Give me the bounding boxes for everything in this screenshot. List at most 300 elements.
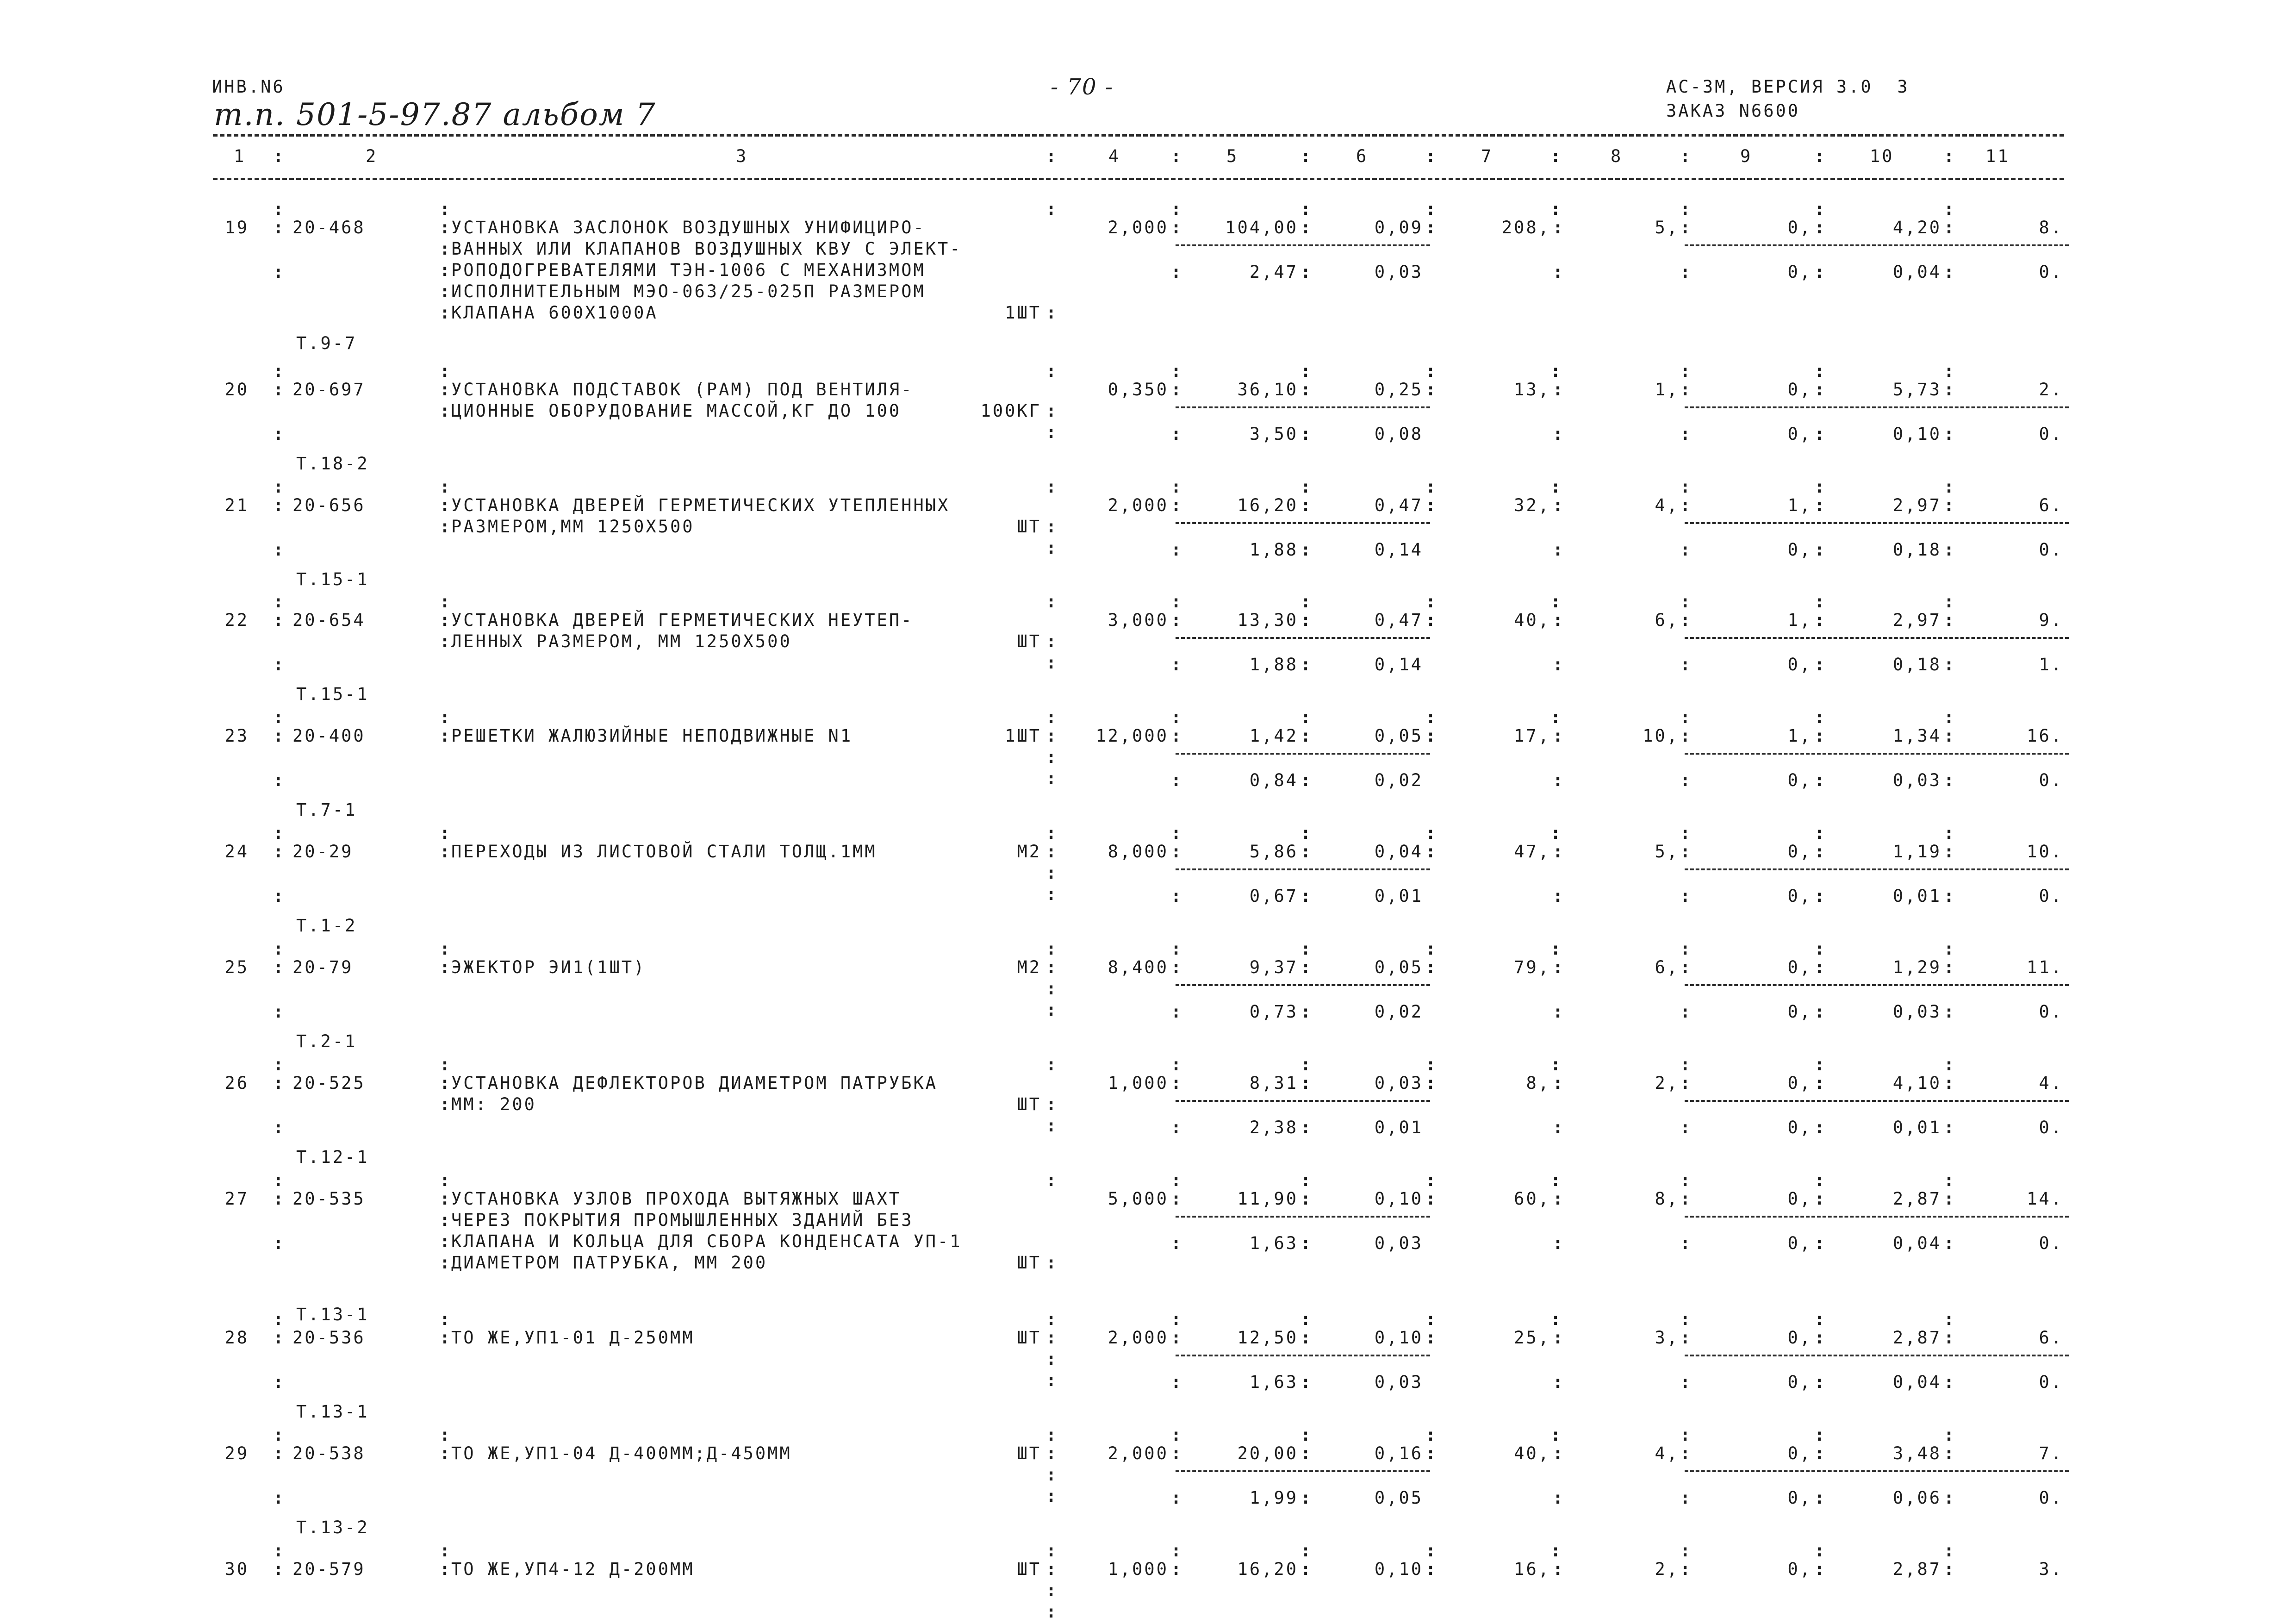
column-separator: : — [1944, 1002, 1954, 1022]
col-11-sub: 0. — [2039, 1233, 2063, 1253]
work-description: УСТАНОВКА ДВЕРЕЙ ГЕРМЕТИЧЕСКИХ НЕУТЕП- — [451, 610, 914, 630]
column-separator: : — [1814, 1328, 1825, 1348]
column-separator: : — [1300, 823, 1311, 843]
col-7: 8, — [1526, 1073, 1550, 1093]
column-separator: : — [1550, 477, 1561, 497]
column-separator: : — [1171, 592, 1182, 612]
work-description: РЕШЕТКИ ЖАЛЮЗИЙНЫЕ НЕПОДВИЖНЫЕ N1 — [451, 726, 853, 746]
column-separator: : — [273, 495, 284, 515]
column-separator: : — [1814, 1372, 1825, 1392]
column-separator: : — [1814, 1233, 1825, 1253]
col-6-sub: 0,03 — [1374, 262, 1423, 282]
column-separator: : — [1171, 380, 1182, 400]
column-separator: : — [1680, 218, 1691, 237]
column-separator: : — [1814, 1189, 1825, 1209]
col-6-sub: 0,14 — [1374, 540, 1423, 560]
column-separator: : — [1046, 1443, 1057, 1463]
column-separator: : — [440, 239, 450, 259]
col-6-sub: 0,14 — [1374, 655, 1423, 675]
column-separator: : — [1425, 1559, 1436, 1579]
column-separator: : — [440, 1231, 450, 1251]
column-separator: : — [1814, 1425, 1825, 1445]
header-rule-top — [213, 134, 2064, 137]
quantity: 1,000 — [1108, 1073, 1169, 1093]
column-separator: : — [1171, 655, 1182, 675]
column-separator: : — [1814, 1443, 1825, 1463]
column-separator: : — [1680, 199, 1691, 219]
row-number: 21 — [224, 495, 249, 515]
sub-total-rule — [1685, 522, 2069, 524]
column-separator: : — [1550, 1541, 1561, 1561]
column-separator: : — [1553, 842, 1563, 862]
column-separator: : — [1171, 1055, 1182, 1074]
column-separator: : — [1944, 218, 1954, 237]
column-separator: : — [1550, 823, 1561, 843]
col-6-sub: 0,08 — [1374, 424, 1423, 444]
work-description: ДИАМЕТРОМ ПАТРУБКА, ММ 200 — [451, 1253, 768, 1273]
column-separator: : — [1425, 218, 1436, 237]
column-separator: : — [1944, 1443, 1954, 1463]
column-separator: : — [1046, 1094, 1057, 1114]
col-6-sub: 0,02 — [1374, 1002, 1423, 1022]
column-separator: : — [1046, 1465, 1057, 1485]
column-separator: : — [1425, 1073, 1436, 1093]
col-9-sub: 0, — [1787, 1488, 1812, 1508]
column-separator: : — [273, 199, 284, 219]
album-reference: т.п. 501-5-97.87 альбом 7 — [214, 97, 656, 132]
column-separator: : — [1814, 477, 1825, 497]
rate-code: 20-538 — [292, 1443, 366, 1463]
column-separator: : — [273, 1328, 284, 1348]
col-5: 11,90 — [1237, 1189, 1298, 1209]
column-separator: : — [273, 1541, 284, 1561]
column-separator: : — [1046, 1580, 1057, 1600]
table-reference: Т.9-7 — [296, 333, 357, 353]
column-separator: : — [1680, 592, 1691, 612]
column-separator: : — [440, 610, 450, 630]
column-separator: : — [1046, 146, 1057, 166]
column-separator: : — [1680, 823, 1691, 843]
unit: ШТ — [1017, 1559, 1041, 1579]
column-separator: : — [273, 477, 284, 497]
col-5-sub: 3,50 — [1249, 424, 1298, 444]
table-reference: Т.13-1 — [296, 1305, 369, 1324]
sub-total-rule — [1176, 1470, 1430, 1472]
column-separator: : — [440, 1170, 450, 1190]
col-11: 4. — [2039, 1073, 2063, 1093]
column-separator: : — [1944, 610, 1954, 630]
column-separator: : — [273, 1372, 284, 1392]
table-reference: Т.7-1 — [296, 800, 357, 820]
column-separator: : — [1171, 1118, 1182, 1137]
col-9: 1, — [1787, 610, 1812, 630]
col-9-sub: 0, — [1787, 1118, 1812, 1137]
column-separator: : — [1171, 1170, 1182, 1190]
unit: ШТ — [1017, 1253, 1041, 1273]
quantity: 12,000 — [1095, 726, 1169, 746]
column-separator: : — [1814, 495, 1825, 515]
column-separator: : — [1171, 842, 1182, 862]
column-separator: : — [1171, 1425, 1182, 1445]
column-separator: : — [1680, 495, 1691, 515]
column-separator: : — [440, 957, 450, 977]
col-6: 0,25 — [1374, 380, 1423, 400]
column-separator: : — [1553, 1443, 1563, 1463]
column-separator: : — [1944, 823, 1954, 843]
column-separator: : — [1171, 1559, 1182, 1579]
column-separator: : — [1046, 1170, 1057, 1190]
unit: ШТ — [1017, 1443, 1041, 1463]
column-separator: : — [1171, 707, 1182, 727]
col-8: 8, — [1655, 1189, 1679, 1209]
column-separator: : — [1550, 1309, 1561, 1329]
column-separator: : — [1680, 939, 1691, 959]
column-separator: : — [1814, 726, 1825, 746]
column-separator: : — [1300, 842, 1311, 862]
column-separator: : — [1425, 380, 1436, 400]
column-separator: : — [1944, 1559, 1954, 1579]
col-9: 1, — [1787, 495, 1812, 515]
column-separator: : — [1680, 726, 1691, 746]
column-separator: : — [1553, 424, 1563, 444]
column-separator: : — [1300, 707, 1311, 727]
column-separator: : — [1814, 823, 1825, 843]
column-separator: : — [1553, 655, 1563, 675]
column-separator: : — [440, 939, 450, 959]
col-10-sub: 0,01 — [1892, 886, 1941, 906]
col-6: 0,03 — [1374, 1073, 1423, 1093]
column-separator: : — [1046, 1116, 1057, 1136]
column-separator: : — [1300, 1541, 1311, 1561]
column-separator: : — [1171, 726, 1182, 746]
column-separator: : — [1680, 424, 1691, 444]
column-separator: : — [1046, 726, 1057, 746]
col-9: 0, — [1787, 218, 1812, 237]
col-7: 208, — [1501, 218, 1550, 237]
work-description: РАЗМЕРОМ,ММ 1250Х500 — [451, 517, 695, 537]
column-separator: : — [1171, 1488, 1182, 1508]
col-9: 0, — [1787, 1189, 1812, 1209]
column-separator: : — [1944, 199, 1954, 219]
sub-total-rule — [1176, 244, 1430, 246]
column-separator: : — [1814, 1073, 1825, 1093]
column-separator: : — [1553, 726, 1563, 746]
column-separator: : — [1300, 592, 1311, 612]
column-separator: : — [1171, 361, 1182, 381]
work-description: УСТАНОВКА УЗЛОВ ПРОХОДА ВЫТЯЖНЫХ ШАХТ — [451, 1189, 902, 1209]
col-6: 0,05 — [1374, 957, 1423, 977]
sub-total-rule — [1685, 406, 2069, 408]
column-separator: : — [1300, 726, 1311, 746]
row-number: 19 — [224, 218, 249, 237]
col-9: 0, — [1787, 380, 1812, 400]
col-7: 17, — [1514, 726, 1550, 746]
column-number-4: 4 — [1108, 146, 1121, 166]
work-description: ПЕРЕХОДЫ ИЗ ЛИСТОВОЙ СТАЛИ ТОЛЩ.1ММ — [451, 842, 877, 862]
column-number-11: 11 — [1985, 146, 2010, 166]
col-11-sub: 0. — [2039, 540, 2063, 560]
work-description: ТО ЖЕ,УП1-04 Д-400ММ;Д-450ММ — [451, 1443, 792, 1463]
column-separator: : — [1944, 726, 1954, 746]
col-5: 12,50 — [1237, 1328, 1298, 1348]
column-separator: : — [1814, 770, 1825, 790]
rate-code: 20-656 — [292, 495, 366, 515]
column-separator: : — [1300, 1073, 1311, 1093]
column-separator: : — [1046, 631, 1057, 651]
sub-total-rule — [1685, 1355, 2069, 1356]
work-description: РОПОДОГРЕВАТЕЛЯМИ ТЭН-1006 С МЕХАНИЗМОМ — [451, 260, 926, 280]
column-separator: : — [1944, 1425, 1954, 1445]
column-separator: : — [1550, 939, 1561, 959]
column-separator: : — [1944, 146, 1954, 166]
column-separator: : — [1550, 707, 1561, 727]
col-9: 1, — [1787, 726, 1812, 746]
column-separator: : — [1046, 1559, 1057, 1579]
col-8: 6, — [1655, 957, 1679, 977]
col-7: 40, — [1514, 610, 1550, 630]
column-separator: : — [1814, 1488, 1825, 1508]
table-reference: Т.2-1 — [296, 1031, 357, 1051]
column-separator: : — [1171, 1233, 1182, 1253]
quantity: 0,350 — [1108, 380, 1169, 400]
table-reference: Т.13-1 — [296, 1402, 369, 1422]
column-separator: : — [1300, 424, 1311, 444]
quantity: 2,000 — [1108, 218, 1169, 237]
column-separator: : — [1046, 1055, 1057, 1074]
row-number: 20 — [224, 380, 249, 400]
col-9-sub: 0, — [1787, 540, 1812, 560]
column-separator: : — [273, 262, 284, 282]
col-5: 5,86 — [1249, 842, 1298, 862]
column-separator: : — [440, 1425, 450, 1445]
column-separator: : — [440, 631, 450, 651]
column-separator: : — [1425, 1055, 1436, 1074]
column-separator: : — [1046, 401, 1057, 421]
col-9-sub: 0, — [1787, 1372, 1812, 1392]
unit: ШТ — [1017, 1094, 1041, 1114]
col-6-sub: 0,05 — [1374, 1488, 1423, 1508]
column-separator: : — [1680, 1233, 1691, 1253]
row-number: 22 — [224, 610, 249, 630]
column-separator: : — [273, 1309, 284, 1329]
column-separator: : — [440, 361, 450, 381]
col-11: 3. — [2039, 1559, 2063, 1579]
col-10-sub: 0,01 — [1892, 1118, 1941, 1137]
column-separator: : — [1814, 939, 1825, 959]
col-10: 2,97 — [1892, 495, 1941, 515]
unit: М2 — [1017, 842, 1041, 862]
col-7: 16, — [1514, 1559, 1550, 1579]
column-separator: : — [1553, 1002, 1563, 1022]
col-6-sub: 0,01 — [1374, 886, 1423, 906]
column-separator: : — [1814, 592, 1825, 612]
col-10: 2,87 — [1892, 1328, 1941, 1348]
column-separator: : — [1680, 1443, 1691, 1463]
column-separator: : — [1944, 592, 1954, 612]
column-separator: : — [1425, 1328, 1436, 1348]
column-separator: : — [1171, 939, 1182, 959]
column-separator: : — [1550, 199, 1561, 219]
column-separator: : — [1300, 262, 1311, 282]
col-6: 0,05 — [1374, 726, 1423, 746]
column-separator: : — [1814, 610, 1825, 630]
unit: 100КГ — [980, 401, 1041, 421]
column-separator: : — [1550, 1170, 1561, 1190]
col-6-sub: 0,03 — [1374, 1372, 1423, 1392]
column-separator: : — [273, 1189, 284, 1209]
column-separator: : — [1680, 957, 1691, 977]
column-separator: : — [273, 939, 284, 959]
column-separator: : — [440, 1253, 450, 1273]
column-separator: : — [1814, 842, 1825, 862]
column-separator: : — [1553, 1233, 1563, 1253]
col-10: 1,34 — [1892, 726, 1941, 746]
column-separator: : — [1553, 610, 1563, 630]
col-5-sub: 0,84 — [1249, 770, 1298, 790]
column-separator: : — [1046, 1000, 1057, 1020]
col-7: 79, — [1514, 957, 1550, 977]
column-separator: : — [1425, 361, 1436, 381]
col-5-sub: 1,99 — [1249, 1488, 1298, 1508]
column-separator: : — [1680, 146, 1691, 166]
column-separator: : — [1046, 768, 1057, 788]
column-separator: : — [1944, 770, 1954, 790]
col-11-sub: 0. — [2039, 1002, 2063, 1022]
column-separator: : — [1300, 655, 1311, 675]
column-separator: : — [1550, 1055, 1561, 1074]
col-10: 4,20 — [1892, 218, 1941, 237]
rate-code: 20-654 — [292, 610, 366, 630]
column-separator: : — [1046, 979, 1057, 999]
column-separator: : — [1680, 1425, 1691, 1445]
column-number-1: 1 — [234, 146, 246, 166]
work-description: УСТАНОВКА ДЕФЛЕКТОРОВ ДИАМЕТРОМ ПАТРУБКА — [451, 1073, 938, 1093]
quantity: 5,000 — [1108, 1189, 1169, 1209]
col-9: 0, — [1787, 1443, 1812, 1463]
col-8: 5, — [1655, 842, 1679, 862]
col-10-sub: 0,06 — [1892, 1488, 1941, 1508]
column-separator: : — [440, 260, 450, 280]
inventory-number: ИНВ.N6 — [212, 77, 285, 97]
column-separator: : — [1814, 1170, 1825, 1190]
col-11: 8. — [2039, 218, 2063, 237]
col-9: 0, — [1787, 1328, 1812, 1348]
column-separator: : — [1425, 1541, 1436, 1561]
column-separator: : — [1300, 1309, 1311, 1329]
table-reference: Т.15-1 — [296, 569, 369, 589]
column-separator: : — [1553, 1189, 1563, 1209]
rate-code: 20-697 — [292, 380, 366, 400]
column-separator: : — [440, 1073, 450, 1093]
column-separator: : — [1680, 1073, 1691, 1093]
sub-total-rule — [1685, 868, 2069, 870]
col-11-sub: 0. — [2039, 1372, 2063, 1392]
column-separator: : — [1046, 592, 1057, 612]
col-5: 36,10 — [1237, 380, 1298, 400]
row-number: 25 — [224, 957, 249, 977]
column-separator: : — [1171, 1443, 1182, 1463]
col-10-sub: 0,03 — [1892, 770, 1941, 790]
column-separator: : — [440, 1328, 450, 1348]
col-10-sub: 0,18 — [1892, 540, 1941, 560]
column-separator: : — [1171, 610, 1182, 630]
col-8: 5, — [1655, 218, 1679, 237]
column-separator: : — [1680, 1309, 1691, 1329]
column-separator: : — [1553, 1118, 1563, 1137]
column-separator: : — [1300, 1372, 1311, 1392]
column-separator: : — [1171, 495, 1182, 515]
column-separator: : — [1680, 477, 1691, 497]
column-separator: : — [1046, 1541, 1057, 1561]
col-11: 14. — [2027, 1189, 2063, 1209]
column-separator: : — [440, 823, 450, 843]
column-separator: : — [1814, 1541, 1825, 1561]
work-description: ВАННЫХ ИЛИ КЛАПАНОВ ВОЗДУШНЫХ КВУ С ЭЛЕКТ- — [451, 239, 962, 259]
col-5: 20,00 — [1237, 1443, 1298, 1463]
column-separator: : — [440, 401, 450, 421]
column-separator: : — [1553, 380, 1563, 400]
column-separator: : — [440, 726, 450, 746]
col-11: 16. — [2027, 726, 2063, 746]
column-separator: : — [273, 146, 284, 166]
col-10-sub: 0,04 — [1892, 262, 1941, 282]
column-separator: : — [1425, 707, 1436, 727]
column-separator: : — [1046, 538, 1057, 558]
column-separator: : — [1553, 495, 1563, 515]
column-separator: : — [1046, 1253, 1057, 1273]
col-5: 8,31 — [1249, 1073, 1298, 1093]
column-separator: : — [1944, 1073, 1954, 1093]
col-9-sub: 0, — [1787, 424, 1812, 444]
column-separator: : — [1944, 1189, 1954, 1209]
column-separator: : — [1944, 361, 1954, 381]
column-separator: : — [1814, 146, 1825, 166]
column-separator: : — [1944, 842, 1954, 862]
column-separator: : — [1553, 770, 1563, 790]
column-separator: : — [1425, 592, 1436, 612]
col-7: 60, — [1514, 1189, 1550, 1209]
quantity: 3,000 — [1108, 610, 1169, 630]
column-separator: : — [1300, 361, 1311, 381]
column-separator: : — [1553, 1073, 1563, 1093]
col-9: 0, — [1787, 1559, 1812, 1579]
sub-total-rule — [1176, 1355, 1430, 1356]
column-separator: : — [1300, 1328, 1311, 1348]
unit: ШТ — [1017, 631, 1041, 651]
column-separator: : — [1425, 823, 1436, 843]
rate-code: 20-468 — [292, 218, 366, 237]
column-separator: : — [1553, 1488, 1563, 1508]
column-separator: : — [1425, 146, 1436, 166]
sub-total-rule — [1176, 984, 1430, 986]
column-separator: : — [1171, 262, 1182, 282]
rate-code: 20-525 — [292, 1073, 366, 1093]
column-separator: : — [1171, 1541, 1182, 1561]
column-number-2: 2 — [366, 146, 378, 166]
sub-total-rule — [1176, 637, 1430, 639]
column-separator: : — [1046, 303, 1057, 323]
row-number: 29 — [224, 1443, 249, 1463]
rate-code: 20-400 — [292, 726, 366, 746]
row-number: 23 — [224, 726, 249, 746]
column-separator: : — [273, 1118, 284, 1137]
column-separator: : — [1425, 1189, 1436, 1209]
column-separator: : — [1944, 1055, 1954, 1074]
column-separator: : — [440, 1541, 450, 1561]
column-separator: : — [1553, 1372, 1563, 1392]
column-separator: : — [1814, 1559, 1825, 1579]
col-10: 2,97 — [1892, 610, 1941, 630]
